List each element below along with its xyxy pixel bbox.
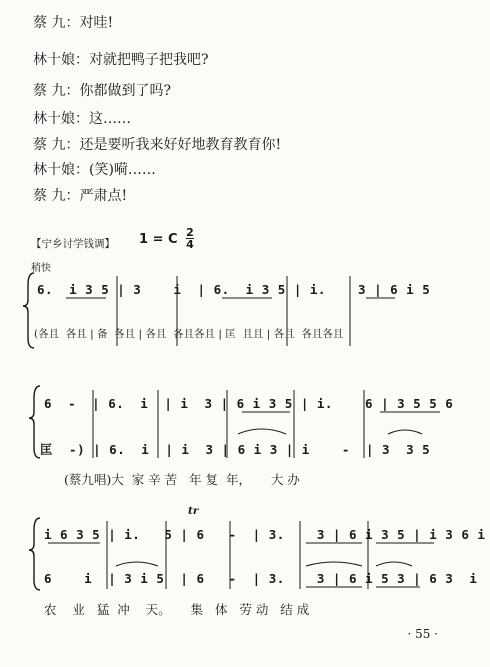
speaker-name: 林十娘： <box>33 162 89 178</box>
time-bottom: 4 <box>186 238 194 251</box>
speaker-name: 蔡 九： <box>33 137 80 153</box>
lyrics-line: 农 业 猛 冲 天。 集 体 劳 动 结 成 <box>44 602 310 617</box>
speaker-name: 林十娘： <box>33 111 89 127</box>
dialogue-text: 对哇! <box>79 15 114 31</box>
speaker-name: 蔡 九： <box>33 83 80 99</box>
trill-mark: tr <box>188 505 199 517</box>
vocal-line: 匡 -) | 6. i | i 3 | 6 i 3 | i - | 3 3 5 <box>40 442 431 457</box>
key-signature: 1 = C <box>139 232 178 247</box>
percussion-line: (各且 各且 | 备 各且 | 各且 各且各且 | 匡 且且 | 各且 各且各且 <box>34 328 344 340</box>
lyrics-line: (蔡九唱)大 家 辛 苦 年 复 年， 大 办 <box>64 472 300 487</box>
dialogue-text: 这…… <box>89 111 131 127</box>
vocal-line: 6 i | 3 i 5 | 6 - | 3. 3 | 6 i 5 3 | 6 3 i <box>44 571 478 586</box>
dialogue-text: 还是要听我来好好地教育教育你! <box>79 137 282 153</box>
speaker-name: 林十娘： <box>33 52 89 68</box>
speaker-name: 蔡 九： <box>33 188 80 204</box>
dialogue-text: 你都做到了吗? <box>79 83 171 99</box>
melody-line: 6 - | 6. i | i 3 | 6 i 3 5 | i. 6 | 3 5 5 6 <box>44 396 454 411</box>
speaker-name: 蔡 九： <box>33 15 80 31</box>
dialogue-text: 对就把鸭子把我吧? <box>89 52 209 68</box>
time-top: 2 <box>186 226 194 239</box>
page-number: · 55 · <box>407 627 438 641</box>
melody-line: i 6 3 5 | i. 5 | 6 - | 3. 3 | 6 i 3 5 | i 3 6 i <box>44 527 486 542</box>
melody-line: 6. i 3 5 | 3 i | 6. i 3 5 | i. 3 | 6 i 5 <box>37 282 431 297</box>
tune-label: 【宁乡讨学钱调】 <box>31 238 115 250</box>
dialogue-text: (笑)嗬…… <box>89 162 156 178</box>
dialogue-text: 严肃点! <box>79 188 128 204</box>
tempo-marking: 稍快 <box>31 263 51 274</box>
